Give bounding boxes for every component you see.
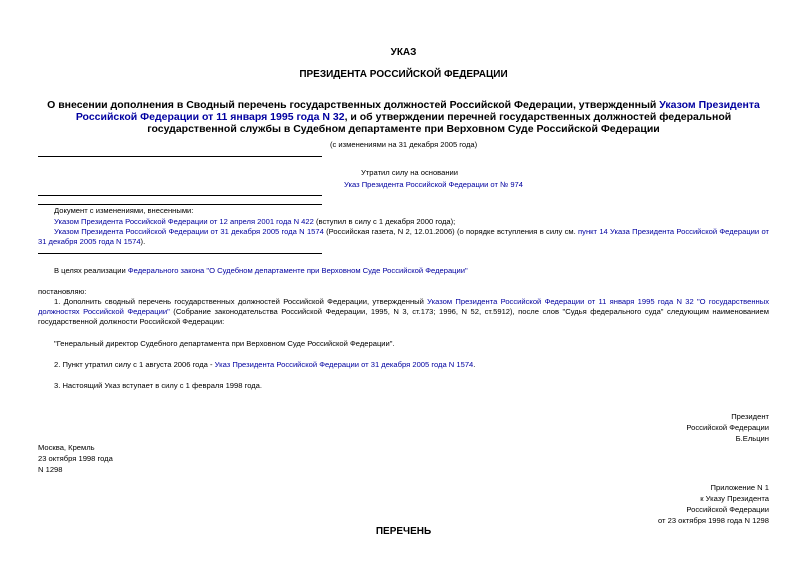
- document-title: [36, 99, 771, 135]
- place-city: Москва, Кремль: [38, 443, 95, 452]
- title-link-decree-32[interactable]: Указом Президента Российской Федерации от 11 января 1995 года N 32: [75, 99, 760, 123]
- paragraph-1: [38, 297, 769, 327]
- appendix-line-1: Приложение N 1: [710, 483, 769, 492]
- signature-title: Президент: [731, 412, 769, 421]
- president-heading: ПРЕЗИДЕНТА РОССИЙСКОЙ ФЕДЕРАЦИИ: [299, 69, 508, 80]
- lost-force-label: Утратил силу на основании: [361, 168, 459, 177]
- changes-item-2: [38, 227, 769, 247]
- paragraph-2: [54, 360, 774, 370]
- changes-item-2-text: (Российская газета, N 2, 12.01.2006) (о порядке вступления в силу см.: [323, 227, 579, 236]
- paragraph-1-text-1: 1. Дополнить сводный перечень государственных должностей Российской Федерации, утвержденный: [54, 297, 428, 306]
- amended-note: (с изменениями на 31 декабря 2005 года): [330, 140, 478, 149]
- paragraph-2-text: 2. Пункт утратил силу с 1 августа 2006 года -: [54, 360, 215, 369]
- intro-law-link[interactable]: Федерального закона "О Судебном департаменте при Верховном Суде Российской Федерации": [127, 266, 468, 275]
- changes-item-1-link[interactable]: Указом Президента Российской Федерации от 12 апреля 2001 года N 422: [54, 217, 314, 226]
- paragraph-2-end: .: [473, 360, 476, 369]
- paragraph-1-text-2: (Собрание законодательства Российской Федерации, 1995, N 3, ст.173; 1996, N 52, ст.5912), после слов "Судья федерального суда" следующим наименованием государственной должности Российской Федерации:: [38, 307, 769, 326]
- paragraph-3: 3. Настоящий Указ вступает в силу с 1 февраля 1998 года.: [54, 381, 263, 390]
- quote-paragraph: "Генеральный директор Судебного департамента при Верховном Суде Российской Федерации".: [54, 339, 395, 348]
- paragraph-1-link[interactable]: Указом Президента Российской Федерации от 11 января 1995 года N 32 "О государственных должностях Российской Федерации": [38, 297, 769, 316]
- changes-item-2-link[interactable]: Указом Президента Российской Федерации от 31 декабря 2005 года N 1574: [54, 227, 324, 236]
- appendix-line-3: Российской Федерации: [686, 505, 769, 514]
- divider: [38, 195, 322, 196]
- changes-heading: Документ с изменениями, внесенными:: [54, 206, 194, 215]
- divider: [38, 156, 322, 157]
- place-number: N 1298: [38, 465, 63, 474]
- title-text-1: О внесении дополнения в Сводный перечень государственных должностей Российской Федерации, утвержденный: [47, 99, 660, 111]
- divider: [38, 204, 322, 205]
- decree-heading: УКАЗ: [390, 47, 417, 58]
- changes-item-2-link-2[interactable]: пункт 14 Указа Президента Российской Федерации от 31 декабря 2005 года N 1574: [38, 227, 769, 246]
- changes-item-1-text: (вступил в силу с 1 декабря 2000 года);: [313, 217, 456, 226]
- changes-item-1: [54, 217, 774, 227]
- place-date: 23 октября 1998 года: [38, 454, 113, 463]
- title-text-2: , и об утверждении перечней государственных должностей федеральной государственной службы в Судебном департаменте при Верховном Суде Российской Федерации: [147, 111, 732, 135]
- paragraph-2-link[interactable]: Указ Президента Российской Федерации от 31 декабря 2005 года N 1574: [214, 360, 474, 369]
- intro-text: В целях реализации: [54, 266, 128, 275]
- appendix-line-2: к Указу Президента: [700, 494, 769, 503]
- divider: [38, 253, 322, 254]
- intro-paragraph: [54, 266, 774, 276]
- changes-item-2-end: ).: [140, 237, 146, 246]
- appendix-line-4: от 23 октября 1998 года N 1298: [657, 516, 769, 525]
- lost-force-link[interactable]: Указ Президента Российской Федерации от № 974: [344, 180, 523, 189]
- decree-word: постановляю:: [38, 287, 87, 296]
- signature-country: Российской Федерации: [686, 423, 769, 432]
- signature-name: Б.Ельцин: [735, 434, 769, 443]
- list-title: ПЕРЕЧЕНЬ: [375, 526, 432, 537]
